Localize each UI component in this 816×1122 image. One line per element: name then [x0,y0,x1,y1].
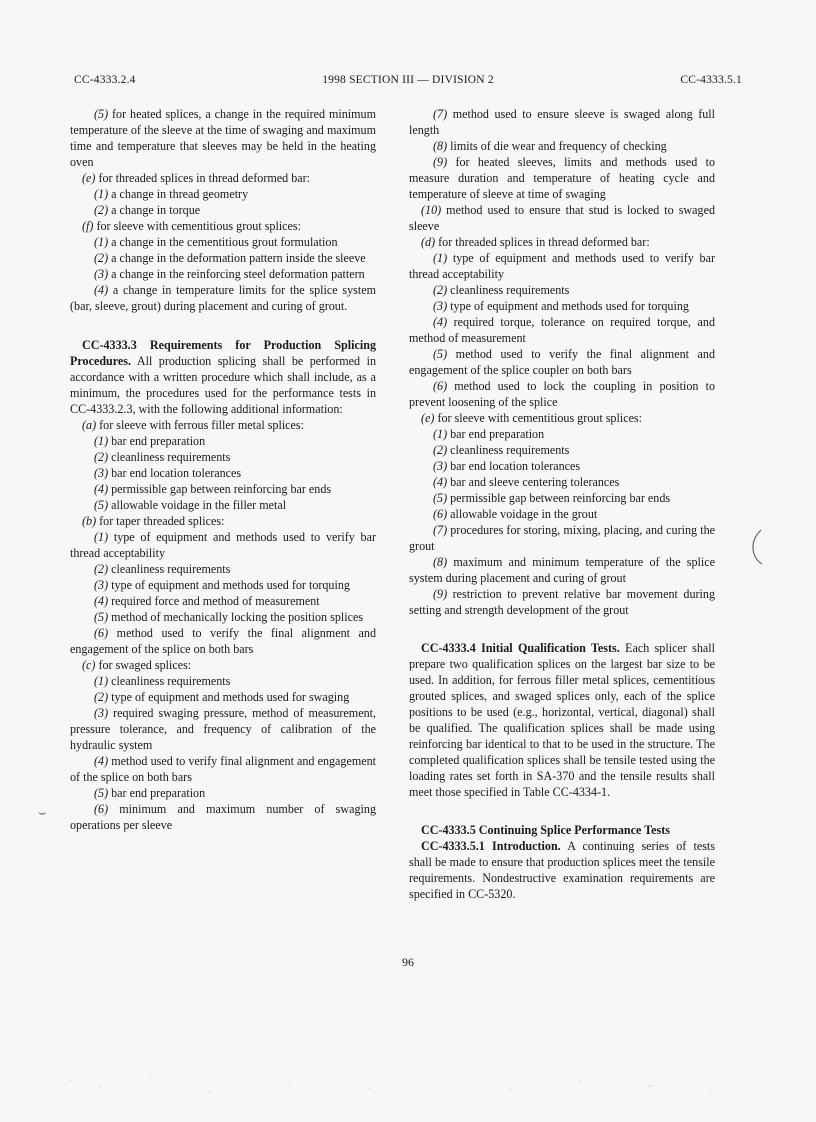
paragraph: (1) a change in thread geometry [94,187,249,201]
left-column [70,106,376,833]
paragraph: (3) required swaging pressure, method of measurement, pressure tolerance, and frequency of calibration of the hydraulic system [70,706,376,752]
paragraph: (2) a change in the deformation pattern inside the sleeve [94,251,366,265]
right-column [409,106,715,902]
paragraph: (2) cleanliness requirements [94,450,231,464]
paragraph: (5) method used to verify the final alignment and engagement of the splice coupler on both bars [409,347,715,377]
paragraph: (9) restriction to prevent relative bar movement during setting and strength development of the grout [409,587,715,617]
paragraph: (2) type of equipment and methods used for swaging [94,690,350,704]
paragraph: (5) for heated splices, a change in the required minimum temperature of the sleeve at the time of swaging and maximum time and temperature that sleeves may be held in the heating oven [70,107,376,169]
paragraph: (6) allowable voidage in the grout [433,507,598,521]
paragraph: (1) a change in the cementitious grout formulation [94,235,338,249]
paragraph: (3) bar end location tolerances [433,459,581,473]
page-number: 96 [402,955,414,969]
paragraph: (1) bar end preparation [433,427,545,441]
paragraph: (10) method used to ensure that stud is locked to swaged sleeve [409,203,715,233]
paragraph: (7) procedures for storing, mixing, placing, and curing the grout [409,523,715,553]
paragraph: (4) permissible gap between reinforcing bar ends [94,482,332,496]
paragraph: (5) permissible gap between reinforcing bar ends [433,491,671,505]
paragraph: (2) cleanliness requirements [433,283,570,297]
paragraph: (1) cleanliness requirements [94,674,231,688]
paragraph: (4) required torque, tolerance on required torque, and method of measurement [409,315,715,345]
paragraph: (3) a change in the reinforcing steel deformation pattern [94,267,365,281]
paragraph: (5) method of mechanically locking the position splices [94,610,364,624]
paragraph: (3) type of equipment and methods used for torquing [94,578,350,592]
section-heading-line [409,822,715,838]
paragraph: (5) allowable voidage in the filler metal [94,498,287,512]
paragraph: (e) for sleeve with cementitious grout splices: [421,411,642,425]
paragraph: (8) maximum and minimum temperature of the splice system during placement and curing of grout [409,555,715,585]
section-heading: CC-4333.4 Initial Qualification Tests. [421,641,620,655]
margin-mark: ⌣ [38,805,47,820]
paragraph: (1) type of equipment and methods used to verify bar thread acceptability [409,251,715,281]
paragraph: (3) bar end location tolerances [94,466,242,480]
header-title: 1998 SECTION III — DIVISION 2 [322,74,494,86]
section-paragraph: CC-4333.4 Initial Qualification Tests. Each splicer shall prepare two qualification splices on the largest bar size to be used. In addition, for ferrous filler metal splices, cementitious grouted splices, and swaged splices only, each of the splice positions to be used (e.g., horizontal, vertical, diagonal) shall be qualified. The qualification splices shall be made using reinforcing bar identical to that to be used in the structure. The completed qualification splices shall be tensile tested using the loading rates set forth in SA-370 and the tensile results shall meet those specified in Table CC-4334-1. [409,641,715,799]
section-paragraph: CC-4333.3 Requirements for Production Splicing Procedures. All production splicing shall be performed in accordance with a written procedure which shall include, as a minimum, the procedures used for the performance tests in CC-4333.2.3, with the following additional information: [70,338,376,416]
paragraph: (e) for threaded splices in thread deformed bar: [82,171,311,185]
paragraph: (4) method used to verify final alignment and engagement of the splice on both bars [70,754,376,784]
paragraph: (a) for sleeve with ferrous filler metal splices: [82,418,304,432]
paragraph: (5) bar end preparation [94,786,206,800]
paragraph: (6) method used to lock the coupling in position to prevent loosening of the splice [409,379,715,409]
header-left-section-ref: CC-4333.2.4 [74,74,136,86]
paragraph: (6) method used to verify the final alignment and engagement of the splice on both bars [70,626,376,656]
paragraph: (1) bar end preparation [94,434,206,448]
section-paragraph: CC-4333.5.1 Introduction. A continuing series of tests shall be made to ensure that production splices meet the tensile requirements. Nondestructive examination requirements are specified in CC-5320. [409,839,715,901]
section-heading: CC-4333.3 Requirements for Production Splicing Procedures. [70,338,376,368]
paragraph: (4) bar and sleeve centering tolerances [433,475,620,489]
section-heading: CC-4333.5 Continuing Splice Performance Tests [421,823,670,837]
scan-noise [60,1072,740,1102]
paragraph: (d) for threaded splices in thread deformed bar: [421,235,650,249]
paragraph: (6) minimum and maximum number of swaging operations per sleeve [70,802,376,832]
paragraph: (4) a change in temperature limits for the splice system (bar, sleeve, grout) during placement and curing of grout. [70,283,376,313]
running-header [74,74,742,90]
paragraph: (2) a change in torque [94,203,201,217]
paragraph: (2) cleanliness requirements [433,443,570,457]
paragraph: (3) type of equipment and methods used for torquing [433,299,689,313]
paragraph: (8) limits of die wear and frequency of checking [433,139,667,153]
paragraph: (f) for sleeve with cementitious grout splices: [82,219,301,233]
paragraph: (4) required force and method of measurement [94,594,320,608]
margin-bracket-mark [749,527,765,567]
paragraph: (7) method used to ensure sleeve is swaged along full length [409,107,715,137]
section-heading: CC-4333.5.1 Introduction. [421,839,561,853]
paragraph: (2) cleanliness requirements [94,562,231,576]
header-right-section-ref: CC-4333.5.1 [680,74,742,86]
paragraph: (9) for heated sleeves, limits and methods used to measure duration and temperature of heating cycle and temperature of sleeve at time of swaging [409,155,715,201]
paragraph: (1) type of equipment and methods used to verify bar thread acceptability [70,530,376,560]
paragraph: (b) for taper threaded splices: [82,514,225,528]
paragraph: (c) for swaged splices: [82,658,192,672]
